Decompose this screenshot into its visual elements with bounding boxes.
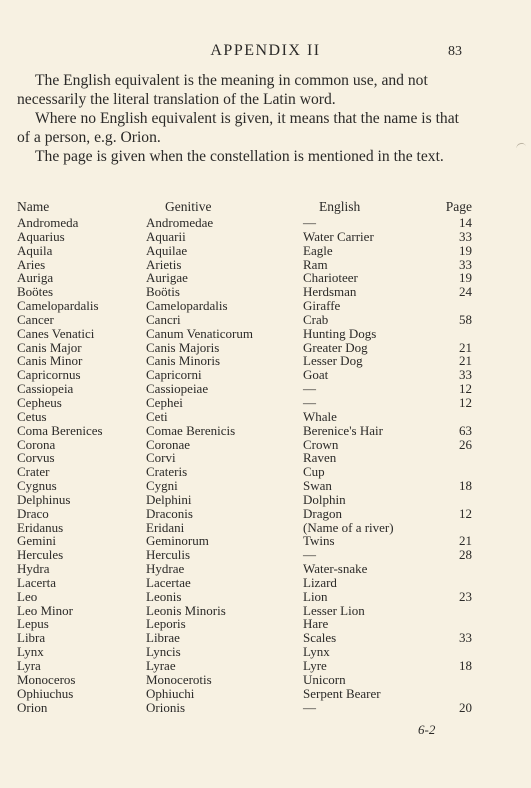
cell-name: Libra	[17, 630, 46, 646]
cell-page: 19	[459, 270, 472, 286]
cell-genitive: Aurigae	[146, 270, 188, 286]
cell-genitive: Aquarii	[146, 228, 186, 244]
cell-english: Crab	[303, 311, 329, 327]
table-row	[17, 590, 472, 604]
cell-genitive: Draconis	[146, 505, 193, 521]
cell-page: 58	[459, 311, 472, 327]
cell-genitive: Cancri	[146, 311, 181, 327]
cell-genitive: Boötis	[146, 284, 180, 300]
table-row	[17, 493, 472, 507]
cell-english: Lizard	[303, 574, 337, 590]
appendix-title: APPENDIX II	[210, 42, 321, 59]
cell-genitive: Andromedae	[146, 215, 214, 230]
table-row	[17, 701, 472, 715]
table-row	[17, 645, 472, 659]
cell-genitive: Lyrae	[146, 658, 176, 673]
header-genitive: Genitive	[165, 199, 212, 214]
cell-english: —	[303, 699, 316, 715]
cell-english: Crown	[303, 436, 339, 452]
cell-page: 21	[459, 339, 472, 355]
cell-genitive: Canum Venaticorum	[146, 325, 253, 341]
paper-mark	[515, 142, 526, 151]
cell-name: Canis Major	[17, 339, 82, 355]
table-row	[17, 368, 472, 382]
cell-genitive: Cassiopeiae	[146, 381, 209, 397]
table-row	[17, 396, 472, 410]
cell-english: Eagle	[303, 242, 333, 258]
table-row	[17, 451, 472, 465]
cell-genitive: Comae Berenicis	[146, 422, 236, 438]
cell-english: —	[303, 547, 316, 563]
table-row	[17, 659, 472, 673]
cell-name: Leo Minor	[17, 602, 73, 618]
cell-name: Hercules	[17, 547, 64, 563]
table-row	[17, 216, 472, 230]
cell-page: 63	[459, 422, 472, 438]
cell-name: Lynx	[17, 644, 44, 660]
cell-genitive: Canis Minoris	[146, 353, 221, 369]
intro-text	[17, 71, 469, 166]
cell-genitive: Camelopardalis	[146, 298, 228, 314]
cell-name: Cetus	[17, 408, 47, 424]
cell-genitive: Cygni	[146, 478, 178, 494]
table-row	[17, 354, 472, 368]
cell-page: 18	[459, 658, 472, 673]
cell-english: —	[303, 381, 316, 397]
cell-english: Lion	[303, 588, 328, 604]
cell-page: 12	[459, 394, 472, 410]
cell-page: 19	[459, 242, 472, 258]
cell-english: —	[303, 394, 316, 410]
cell-genitive: Lyncis	[146, 644, 181, 660]
cell-genitive: Eridani	[146, 519, 185, 535]
table-row	[17, 327, 472, 341]
cell-english: Lesser Lion	[303, 602, 365, 618]
cell-page: 28	[459, 547, 472, 563]
cell-english: Greater Dog	[303, 339, 368, 355]
cell-genitive: Leporis	[146, 616, 186, 632]
table-row	[17, 507, 472, 521]
cell-genitive: Leonis	[146, 588, 182, 604]
cell-page: 33	[459, 367, 472, 383]
table-row	[17, 285, 472, 299]
cell-english: Hunting Dogs	[303, 325, 377, 341]
cell-genitive: Cephei	[146, 394, 183, 410]
cell-english: Berenice's Hair	[303, 422, 383, 438]
table-row	[17, 230, 472, 244]
cell-english: Unicorn	[303, 671, 346, 687]
cell-genitive: Leonis Minoris	[146, 602, 226, 618]
cell-name: Cygnus	[17, 478, 57, 494]
cell-name: Auriga	[17, 270, 54, 286]
cell-name: Lepus	[17, 616, 49, 632]
cell-name: Cassiopeia	[17, 381, 74, 397]
cell-genitive: Delphini	[146, 491, 192, 507]
cell-page: 24	[459, 284, 472, 300]
cell-genitive: Capricorni	[146, 367, 202, 383]
cell-genitive: Coronae	[146, 436, 191, 452]
intro-paragraph: The page is given when the constellation is mentioned in the text.	[35, 148, 444, 165]
cell-genitive: Canis Majoris	[146, 339, 220, 355]
cell-genitive: Geminorum	[146, 533, 209, 549]
cell-name: Coma Berenices	[17, 422, 103, 438]
cell-genitive: Aquilae	[146, 242, 188, 258]
table-row	[17, 271, 472, 285]
cell-name: Lacerta	[17, 574, 56, 590]
cell-english: Lyre	[303, 658, 327, 673]
cell-page: 23	[459, 588, 472, 604]
cell-page: 21	[459, 533, 472, 549]
page-header	[0, 42, 531, 62]
table-row	[17, 258, 472, 272]
cell-name: Corona	[17, 436, 56, 452]
cell-page: 20	[459, 699, 472, 715]
cell-english: Serpent Bearer	[303, 685, 381, 701]
table-row	[17, 562, 472, 576]
cell-english: Giraffe	[303, 298, 341, 314]
table-row	[17, 438, 472, 452]
cell-page: 12	[459, 505, 472, 521]
header-page: Page	[445, 199, 472, 214]
cell-name: Canes Venatici	[17, 325, 95, 341]
cell-name: Cepheus	[17, 394, 62, 410]
cell-name: Andromeda	[17, 215, 79, 230]
cell-genitive: Lacertae	[146, 574, 191, 590]
table-row	[17, 479, 472, 493]
cell-name: Ophiuchus	[17, 685, 74, 701]
cell-page: 14	[459, 215, 472, 230]
cell-name: Camelopardalis	[17, 298, 99, 314]
cell-name: Eridanus	[17, 519, 64, 535]
table-row	[17, 382, 472, 396]
cell-english: Lesser Dog	[303, 353, 363, 369]
cell-english: Dragon	[303, 505, 342, 521]
cell-english: Water Carrier	[303, 228, 374, 244]
cell-english: Herdsman	[303, 284, 357, 300]
table-row	[17, 313, 472, 327]
cell-name: Corvus	[17, 450, 55, 466]
cell-english: Dolphin	[303, 491, 346, 507]
cell-name: Crater	[17, 464, 50, 480]
cell-english: Whale	[303, 408, 337, 424]
table-row	[17, 534, 472, 548]
cell-name: Gemini	[17, 533, 56, 549]
cell-genitive: Librae	[146, 630, 180, 646]
cell-name: Aquila	[17, 242, 53, 258]
cell-genitive: Ceti	[146, 408, 168, 424]
table-row	[17, 299, 472, 313]
cell-page: 12	[459, 381, 472, 397]
cell-english: Hare	[303, 616, 329, 632]
table-row	[17, 631, 472, 645]
cell-name: Capricornus	[17, 367, 81, 383]
header-english: English	[319, 199, 361, 214]
cell-english: Twins	[303, 533, 335, 549]
table-row	[17, 341, 472, 355]
intro-paragraph: Where no English equivalent is given, it means that the name is that of a person, e.g. Orion.	[17, 110, 459, 146]
table-header	[17, 200, 472, 216]
constellation-table	[17, 200, 472, 714]
cell-name: Lyra	[17, 658, 41, 673]
table-row	[17, 576, 472, 590]
cell-name: Boötes	[17, 284, 54, 300]
cell-genitive: Hydrae	[146, 561, 185, 577]
cell-english: Charioteer	[303, 270, 358, 286]
cell-english: Goat	[303, 367, 329, 383]
footer-code: 6-2	[418, 722, 436, 737]
cell-genitive: Herculis	[146, 547, 191, 563]
cell-page: 26	[459, 436, 472, 452]
table-row	[17, 673, 472, 687]
table-row	[17, 465, 472, 479]
table-row	[17, 604, 472, 618]
header-name: Name	[17, 199, 50, 214]
cell-english: Raven	[303, 450, 337, 466]
cell-genitive: Crateris	[146, 464, 188, 480]
cell-name: Orion	[17, 699, 48, 715]
cell-genitive: Ophiuchi	[146, 685, 195, 701]
cell-genitive: Corvi	[146, 450, 176, 466]
page-number: 83	[448, 44, 462, 59]
cell-english: Scales	[303, 630, 337, 646]
cell-english: (Name of a river)	[303, 519, 394, 535]
cell-english: Swan	[303, 478, 332, 494]
table-row	[17, 617, 472, 631]
cell-english: Water-snake	[303, 561, 368, 577]
cell-genitive: Arietis	[146, 256, 182, 272]
table-body	[17, 216, 472, 714]
table-row	[17, 687, 472, 701]
cell-name: Hydra	[17, 561, 50, 577]
cell-genitive: Orionis	[146, 699, 185, 715]
cell-english: Cup	[303, 464, 325, 480]
table-row	[17, 521, 472, 535]
cell-page: 33	[459, 256, 472, 272]
cell-name: Monoceros	[17, 671, 76, 687]
cell-page: 18	[459, 478, 472, 494]
cell-name: Aquarius	[17, 228, 65, 244]
cell-page: 21	[459, 353, 472, 369]
cell-name: Cancer	[17, 311, 54, 327]
cell-name: Draco	[17, 505, 49, 521]
table-row	[17, 410, 472, 424]
cell-english: —	[303, 215, 316, 230]
table-row	[17, 244, 472, 258]
cell-name: Aries	[17, 256, 46, 272]
table-row	[17, 424, 472, 438]
cell-english: Lynx	[303, 644, 330, 660]
intro-paragraph: The English equivalent is the meaning in common use, and not necessarily the literal translation of the Latin word.	[17, 72, 428, 108]
table-row	[17, 548, 472, 562]
cell-name: Canis Minor	[17, 353, 83, 369]
cell-english: Ram	[303, 256, 328, 272]
cell-page: 33	[459, 630, 472, 646]
cell-name: Delphinus	[17, 491, 71, 507]
cell-genitive: Monocerotis	[146, 671, 212, 687]
cell-page: 33	[459, 228, 472, 244]
cell-name: Leo	[17, 588, 38, 604]
